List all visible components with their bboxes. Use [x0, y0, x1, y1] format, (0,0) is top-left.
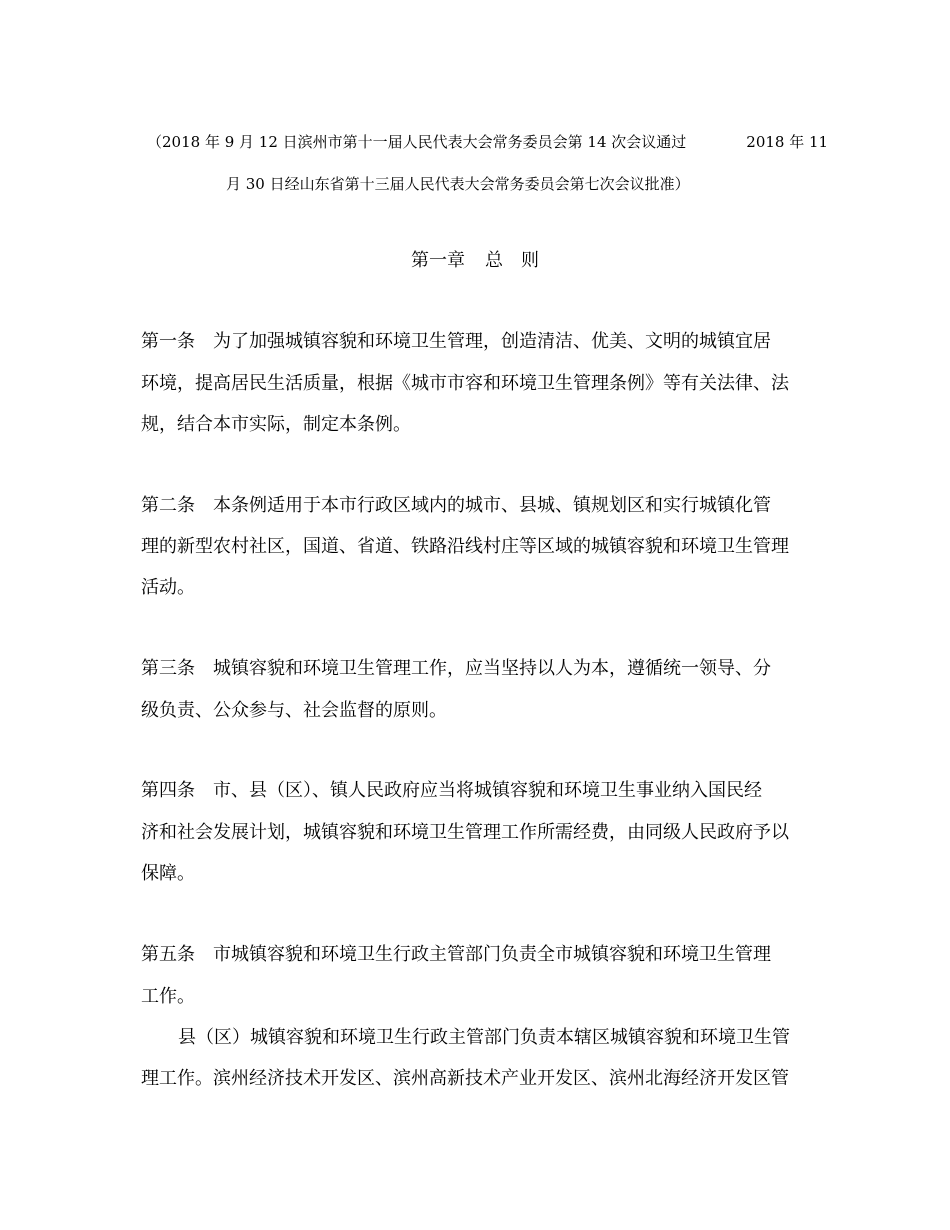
chapter-title: 总 则 — [485, 250, 539, 271]
preamble-text-b: 2018 年 11 — [746, 133, 829, 151]
article-3-text-1: 城镇容貌和环境卫生管理工作，应当坚持以人为本，遵循统一领导、分 — [213, 658, 771, 679]
article-1-line-2: 环境，提高居民生活质量，根据《城市市容和环境卫生管理条例》等有关法律、法 — [141, 373, 789, 394]
article-4-line-3: 保障。 — [141, 863, 195, 884]
article-3-label: 第三条 — [141, 658, 195, 679]
article-4-line-1 — [141, 782, 762, 800]
preamble-line-2: 月 30 日经山东省第十三届人民代表大会常务委员会第七次会议批准） — [226, 175, 690, 193]
preamble-text-a: （2018 年 9 月 12 日滨州市第十一届人民代表大会常务委员会第 14 次会议通过 — [147, 133, 687, 151]
article-5-line-1 — [141, 946, 771, 964]
article-4-label: 第四条 — [141, 780, 195, 801]
article-5-text-1: 市城镇容貌和环境卫生行政主管部门负责全市城镇容貌和环境卫生管理 — [213, 944, 771, 965]
preamble-line-1 — [147, 135, 828, 150]
article-2-line-2: 理的新型农村社区，国道、省道、铁路沿线村庄等区域的城镇容貌和环境卫生管理 — [141, 536, 789, 557]
article-5-label: 第五条 — [141, 944, 195, 965]
article-5-line-2: 工作。 — [141, 986, 195, 1007]
article-1-label: 第一条 — [141, 331, 195, 352]
article-3-line-2: 级负责、公众参与、社会监督的原则。 — [141, 700, 447, 721]
article-4-line-2: 济和社会发展计划，城镇容貌和环境卫生管理工作所需经费，由同级人民政府予以 — [141, 822, 789, 843]
chapter-heading — [0, 252, 950, 270]
article-2-text-1: 本条例适用于本市行政区域内的城市、县城、镇规划区和实行城镇化管 — [213, 495, 771, 516]
chapter-number: 第一章 — [411, 250, 465, 271]
article-1-line-1 — [141, 333, 771, 351]
article-5-para-2-line-1: 县（区）城镇容貌和环境卫生行政主管部门负责本辖区城镇容貌和环境卫生管 — [178, 1027, 790, 1048]
article-2-line-1 — [141, 497, 771, 515]
article-2-line-3: 活动。 — [141, 577, 195, 598]
article-1-line-3: 规，结合本市实际，制定本条例。 — [141, 414, 411, 435]
article-5-para-2-line-2: 理工作。滨州经济技术开发区、滨州高新技术产业开发区、滨州北海经济开发区管 — [141, 1068, 789, 1089]
article-2-label: 第二条 — [141, 495, 195, 516]
article-1-text-1: 为了加强城镇容貌和环境卫生管理，创造清洁、优美、文明的城镇宜居 — [213, 331, 771, 352]
article-4-text-1: 市、县（区）、镇人民政府应当将城镇容貌和环境卫生事业纳入国民经 — [213, 780, 762, 801]
article-3-line-1 — [141, 660, 771, 678]
